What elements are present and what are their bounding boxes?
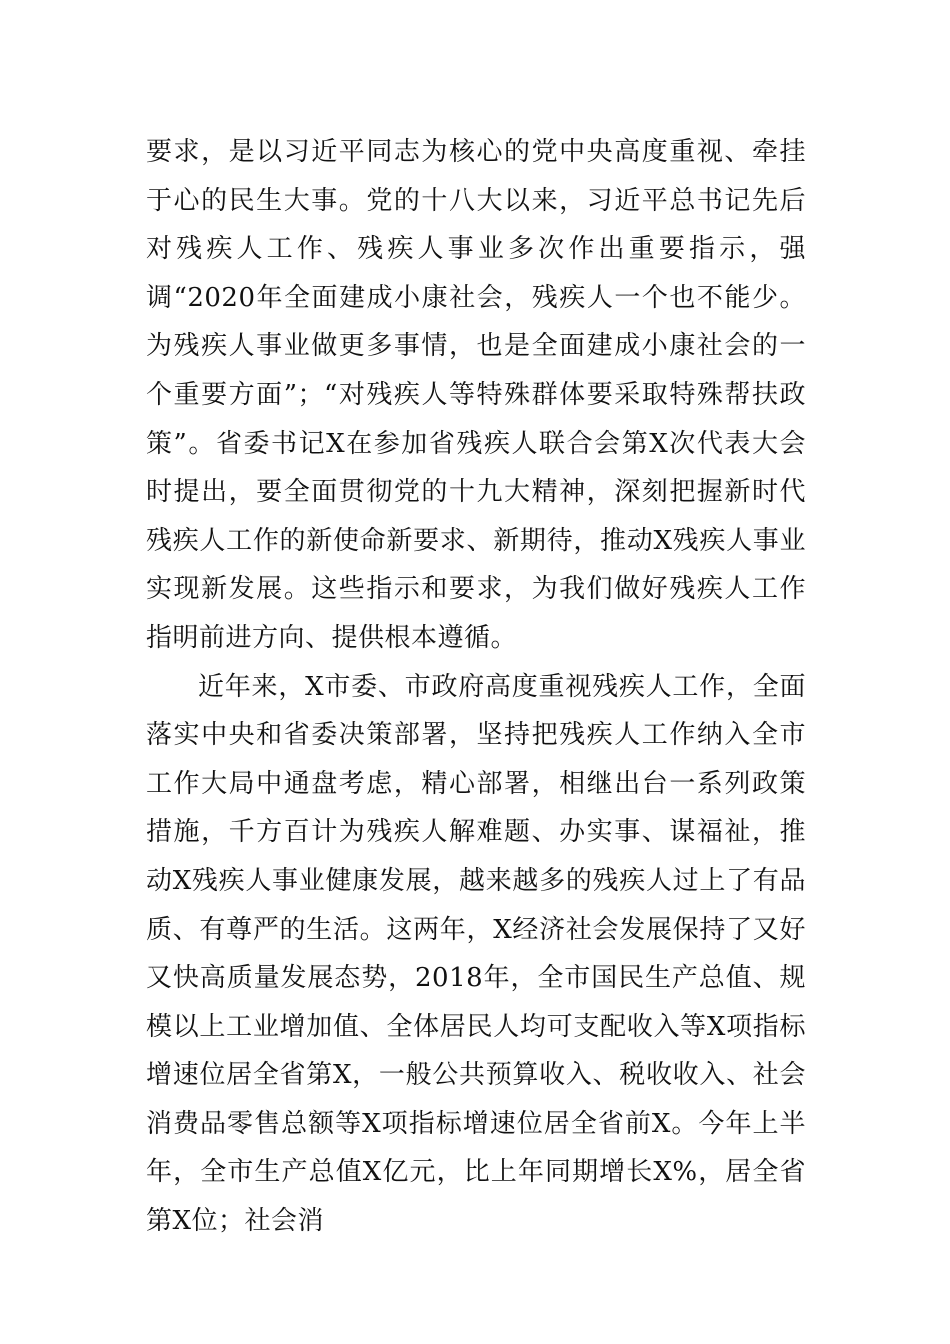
paragraph-continuation: 要求，是以习近平同志为核心的党中央高度重视、牵挂于心的民生大事。党的十八大以来，习近平总书记先后对残疾人工作、残疾人事业多次作出重要指示，强调“2020年全面建成小康社会，残疾人一个也不能少。为残疾人事业做更多事情，也是全面建成小康社会的一个重要方面”；“对残疾人等特殊群体要采取特殊帮扶政策”。省委书记X在参加省残疾人联合会第X次代表大会时提出，要全面贯彻党的十九大精神，深刻把握新时代残疾人工作的新使命新要求、新期待，推动X残疾人事业实现新发展。这些指示和要求，为我们做好残疾人工作指明前进方向、提供根本遵循。	[146, 137, 806, 653]
paragraph-recent-years: 近年来，X市委、市政府高度重视残疾人工作，全面落实中央和省委决策部署，坚持把残疾人工作纳入全市工作大局中通盘考虑，精心部署，相继出台一系列政策措施，千方百计为残疾人解难题、办实事、谋福祉，推动X残疾人事业健康发展，越来越多的残疾人过上了有品质、有尊严的生活。这两年，X经济社会发展保持了又好又快高质量发展态势，2018年，全市国民生产总值、规模以上工业增加值、全体居民人均可支配收入等X项指标增速位居全省第X，一般公共预算收入、税收收入、社会消费品零售总额等X项指标增速位居全省前X。今年上半年，全市生产总值X亿元，比上年同期增长X%，居全省第X位；社会消	[146, 671, 806, 1237]
body-text	[146, 128, 806, 1246]
